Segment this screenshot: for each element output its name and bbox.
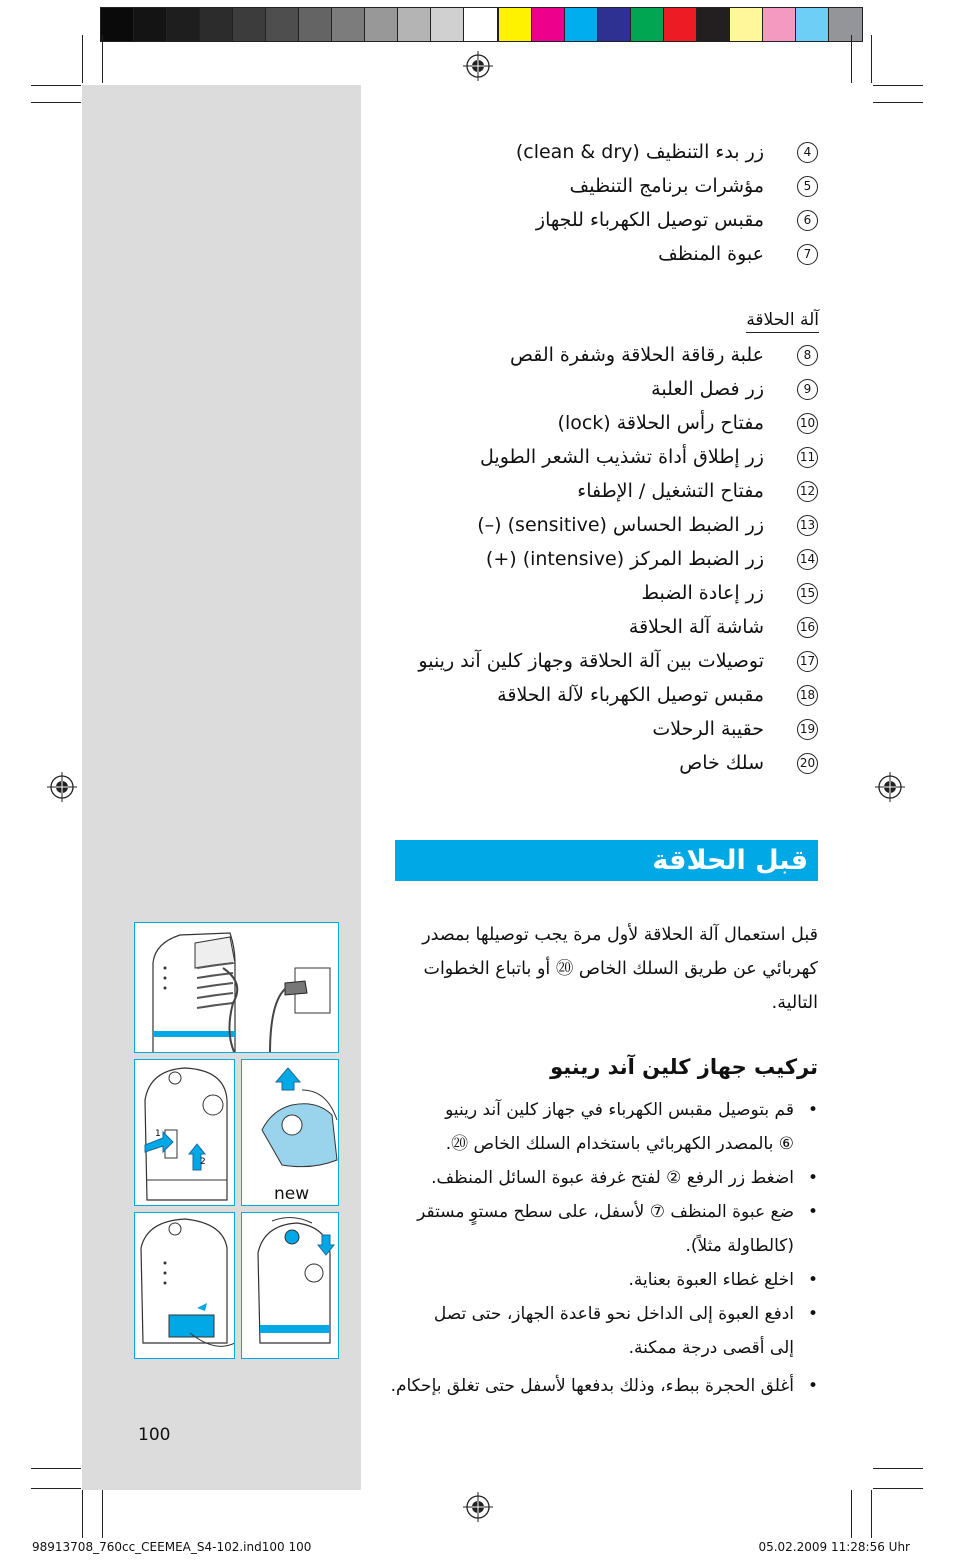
section-title-banner: قبل الحلاقة (395, 840, 818, 881)
crop-mark (873, 102, 923, 103)
crop-mark (102, 35, 103, 83)
intro-paragraph (388, 918, 818, 1020)
crop-mark (873, 1488, 923, 1489)
part-label: مفتاح رأس الحلاقة (lock) (557, 412, 764, 434)
bullet-dot: • (807, 1270, 818, 1290)
crop-mark (31, 102, 81, 103)
part-list-item (198, 445, 818, 477)
crop-mark (851, 1490, 852, 1538)
part-number-badge: 7 (797, 244, 818, 265)
color-swatch (134, 8, 167, 41)
instruction-item (388, 1093, 818, 1161)
color-swatch (398, 8, 431, 41)
part-number-badge: 10 (797, 413, 818, 434)
part-label: حقيبة الرحلات (652, 718, 764, 740)
registration-mark-icon (47, 772, 77, 802)
color-swatch (365, 8, 398, 41)
instruction-line: قم بتوصيل مقبس الكهرباء في جهاز كلين آند رينيو (445, 1100, 794, 1120)
part-label: توصيلات بين آلة الحلاقة وجهاز كلين آند رينيو (418, 650, 764, 672)
crop-mark (873, 1468, 923, 1469)
instruction-line: اخلع غطاء العبوة بعناية. (628, 1270, 794, 1290)
part-number-badge: 18 (797, 685, 818, 706)
part-label: زر فصل العلبة (651, 378, 764, 400)
instruction-line: اضغط زر الرفع ② لفتح غرفة عبوة السائل المنظف. (431, 1168, 794, 1188)
part-label: شاشة آلة الحلاقة (628, 616, 764, 638)
instruction-line: أغلق الحجرة ببطء، وذلك بدفعها لأسفل حتى تغلق بإحكام. (390, 1376, 794, 1396)
part-list-item (198, 140, 818, 172)
grey-swatches (100, 7, 498, 42)
shaver-subheading: آلة الحلاقة (746, 310, 819, 333)
part-number-badge: 12 (797, 481, 818, 502)
part-number-badge: 19 (797, 719, 818, 740)
registration-mark-icon (463, 51, 493, 81)
cartridge-cap-icon (242, 1060, 339, 1185)
color-swatch (101, 8, 134, 41)
part-list-item (198, 513, 818, 545)
part-label: علبة رقاقة الحلاقة وشفرة القص (509, 344, 764, 366)
process-swatches (498, 7, 863, 42)
part-label: زر بدء التنظيف (clean & dry) (515, 141, 764, 163)
part-list-item (198, 377, 818, 409)
part-label: مفتاح التشغيل / الإطفاء (577, 480, 764, 502)
intro-line: كهربائي عن طريق السلك الخاص ⑳ أو باتباع الخطوات (423, 959, 818, 979)
crop-mark (82, 1490, 83, 1538)
bullet-dot: • (807, 1376, 818, 1396)
part-list-item (198, 174, 818, 206)
intro-line: التالية. (771, 993, 818, 1013)
instruction-item (388, 1369, 818, 1403)
bullet-dot: • (807, 1100, 818, 1120)
part-label: سلك خاص (679, 752, 764, 774)
color-swatch (532, 8, 565, 41)
part-number-badge: 4 (797, 142, 818, 163)
instruction-line: ضع عبوة المنظف ⑦ لأسفل، على سطح مستوٍ مستقر (417, 1202, 794, 1222)
color-swatch (464, 8, 497, 41)
instruction-item (388, 1161, 818, 1195)
part-list-item (198, 649, 818, 681)
bullet-dot: • (807, 1168, 818, 1188)
part-list-item (198, 751, 818, 783)
part-label: زر الضبط المركز (intensive) (+) (485, 548, 764, 570)
part-list-item (198, 581, 818, 613)
cleaning-station-front-icon (135, 1060, 235, 1206)
color-swatch (598, 8, 631, 41)
color-swatch (796, 8, 829, 41)
part-list-item (198, 615, 818, 647)
part-number-badge: 6 (797, 210, 818, 231)
part-list-item (198, 343, 818, 375)
part-label: مقبس توصيل الكهرباء لآلة الحلاقة (497, 684, 764, 706)
instruction-line: (كالطاولة مثلاً). (685, 1236, 794, 1256)
crop-mark (31, 1488, 81, 1489)
color-swatch (763, 8, 796, 41)
intro-line: قبل استعمال آلة الحلاقة لأول مرة يجب توصيلها بمصدر (422, 925, 818, 945)
instruction-item (388, 1263, 818, 1297)
part-number-badge: 14 (797, 549, 818, 570)
illustration-plug-in (134, 922, 339, 1053)
part-list-item (198, 479, 818, 511)
instruction-item (388, 1195, 818, 1263)
insert-cartridge-icon (135, 1213, 235, 1359)
part-list-item (198, 717, 818, 749)
close-compartment-icon (242, 1213, 339, 1359)
page-number: 100 (138, 1425, 171, 1445)
cleaning-station-plug-icon (135, 923, 339, 1053)
color-swatch (233, 8, 266, 41)
bullet-dot: • (807, 1304, 818, 1324)
new-label: new (274, 1184, 310, 1204)
color-swatch (664, 8, 697, 41)
color-swatch (499, 8, 532, 41)
crop-mark (851, 35, 852, 83)
part-label: زر إطلاق أداة تشذيب الشعر الطويل (480, 446, 764, 468)
crop-mark (871, 35, 872, 83)
crop-mark (102, 1490, 103, 1538)
registration-mark-icon (463, 1492, 493, 1522)
part-number-badge: 17 (797, 651, 818, 672)
part-list-item (198, 208, 818, 240)
bullet-dot: • (807, 1202, 818, 1222)
crop-mark (82, 35, 83, 83)
footer-timestamp: 05.02.2009 11:28:56 Uhr (758, 1540, 910, 1554)
part-number-badge: 13 (797, 515, 818, 536)
instruction-line: ادفع العبوة إلى الداخل نحو قاعدة الجهاز، حتى تصل (433, 1304, 794, 1324)
step-label: 2 (200, 1157, 206, 1167)
instruction-item (388, 1297, 818, 1365)
color-swatch (565, 8, 598, 41)
instruction-line: إلى أقصى درجة ممكنة. (628, 1338, 794, 1358)
crop-mark (31, 1468, 81, 1469)
illustration-remove-cap (241, 1059, 339, 1206)
part-list-item (198, 242, 818, 274)
footer-file-info: 98913708_760cc_CEEMEA_S4-102.ind100 100 (32, 1540, 312, 1554)
color-swatch (697, 8, 730, 41)
color-swatch (431, 8, 464, 41)
part-number-badge: 20 (797, 753, 818, 774)
step-label: 1 (155, 1129, 161, 1139)
part-list-item (198, 411, 818, 443)
part-label: مقبس توصيل الكهرباء للجهاز (535, 209, 764, 231)
part-number-badge: 5 (797, 176, 818, 197)
part-number-badge: 16 (797, 617, 818, 638)
illustration-close-compartment (241, 1212, 339, 1359)
part-label: زر إعادة الضبط (641, 582, 764, 604)
part-label: زر الضبط الحساس (sensitive) (–) (477, 514, 764, 536)
instruction-line: ⑥ بالمصدر الكهربائي باستخدام السلك الخاص ⑳. (445, 1134, 794, 1154)
illustration-insert-cartridge (134, 1212, 235, 1359)
part-list-item (198, 683, 818, 715)
part-number-badge: 15 (797, 583, 818, 604)
part-list-item (198, 547, 818, 579)
part-label: عبوة المنظف (658, 243, 764, 265)
color-calibration-bar (100, 7, 854, 42)
part-number-badge: 9 (797, 379, 818, 400)
color-swatch (200, 8, 233, 41)
color-swatch (299, 8, 332, 41)
color-swatch (167, 8, 200, 41)
illustration-open-compartment (134, 1059, 235, 1206)
part-label: مؤشرات برنامج التنظيف (569, 175, 764, 197)
color-swatch (829, 8, 862, 41)
part-number-badge: 11 (797, 447, 818, 468)
crop-mark (871, 1490, 872, 1538)
color-swatch (631, 8, 664, 41)
color-swatch (266, 8, 299, 41)
color-swatch (730, 8, 763, 41)
crop-mark (31, 85, 81, 86)
crop-mark (873, 85, 923, 86)
color-swatch (332, 8, 365, 41)
registration-mark-icon (875, 772, 905, 802)
subsection-title: تركيب جهاز كلين آند رينيو (550, 1055, 818, 1079)
part-number-badge: 8 (797, 345, 818, 366)
